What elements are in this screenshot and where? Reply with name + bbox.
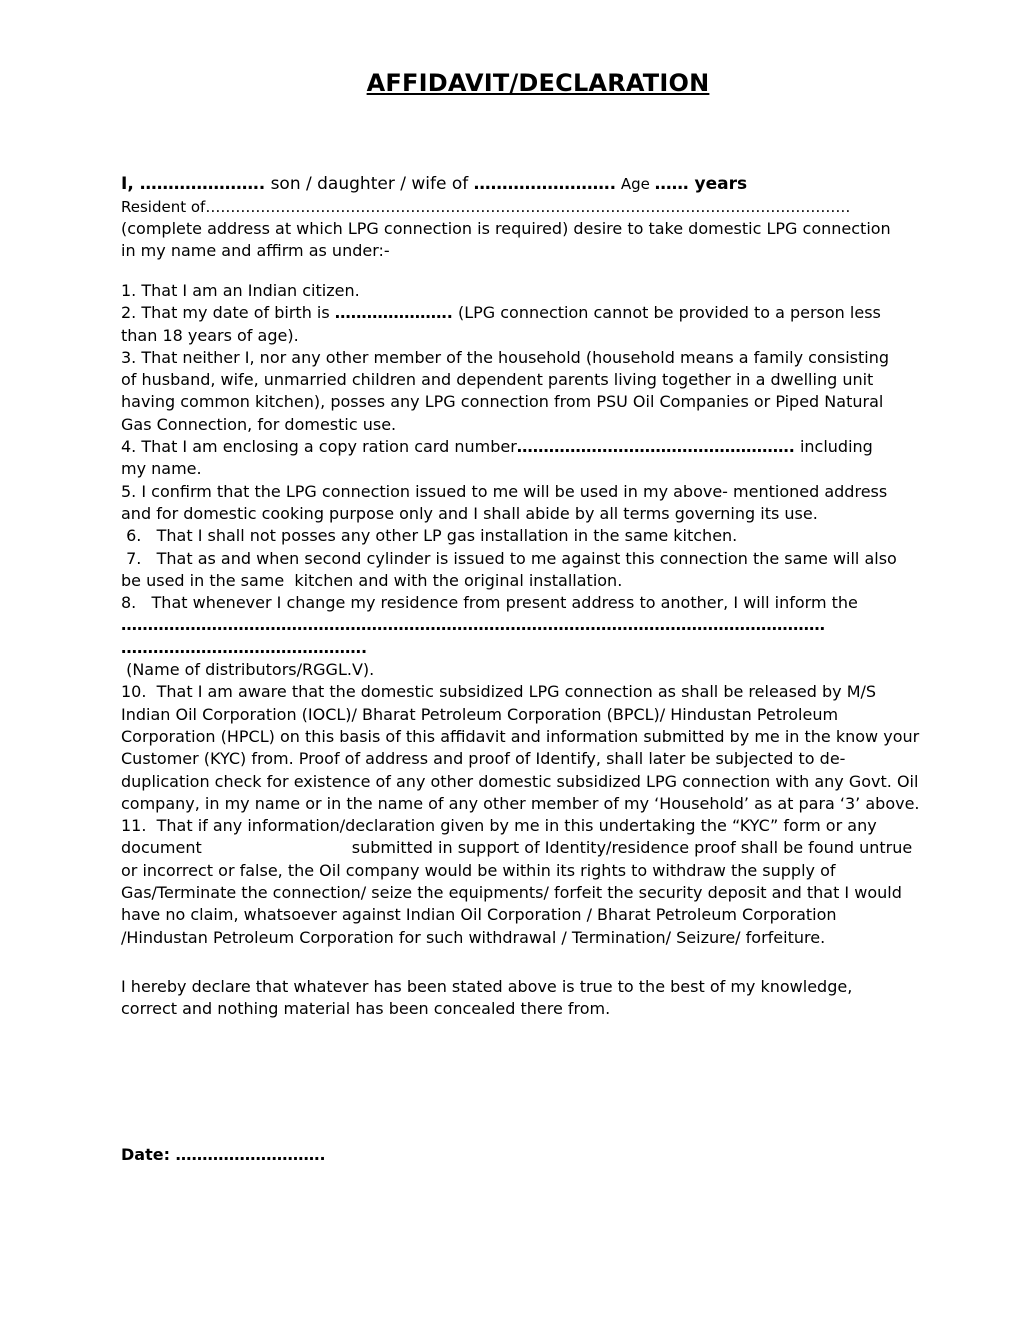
- item-7-line-2: be used in the same kitchen and with the original installation.: [121, 570, 623, 590]
- item-2-note: (LPG connection cannot be provided to a person less: [452, 303, 881, 323]
- item-3-line-4: Gas Connection, for domestic use.: [121, 414, 397, 434]
- intro-line-2: (complete address at which LPG connection is required) desire to take domestic LPG connection: [121, 219, 891, 238]
- item-10-line-5: duplication check for existence of any other domestic subsidized LPG connection with any Govt. Oil: [121, 771, 919, 791]
- item-11-line-3: or incorrect or false, the Oil company would be within its rights to withdraw the supply of: [121, 860, 836, 880]
- item-11-line-5: have no claim, whatsoever against Indian Oil Corporation / Bharat Petroleum Corporation: [121, 905, 837, 925]
- item-2: [121, 302, 966, 324]
- document-title: AFFIDAVIT/DECLARATION: [366, 69, 710, 97]
- date-field: ……………………….: [175, 1145, 326, 1164]
- item-2-cont: than 18 years of age).: [121, 325, 299, 345]
- item-11-line-2: [121, 837, 966, 859]
- item-11-line-4: Gas/Terminate the connection/ seize the equipments/ forfeit the security deposit and that I would: [121, 883, 902, 903]
- item-10-line-4: Customer (KYC) from. Proof of address and proof of Identify, shall later be subjected to de-: [121, 749, 846, 769]
- item-4-suffix: including: [794, 437, 873, 457]
- item-4: [121, 436, 966, 458]
- date-section: [121, 1144, 966, 1166]
- item-11-document: document: [121, 838, 202, 858]
- item-3-line-3: having common kitchen), posses any LPG connection from PSU Oil Companies or Piped Natural: [121, 392, 884, 412]
- item-8: 8. That whenever I change my residence from present address to another, I will inform the: [121, 593, 858, 613]
- item-5-line-1: 5. I confirm that the LPG connection issued to me will be used in my above- mentioned address: [121, 481, 888, 501]
- name-field: I, ………………….: [121, 174, 266, 194]
- date-line: [121, 1144, 966, 1166]
- item-11-line-1: 11. That if any information/declaration given by me in this undertaking the “KYC” form or any: [121, 816, 877, 836]
- item-10-line-2: Indian Oil Corporation (IOCL)/ Bharat Petroleum Corporation (BPCL)/ Hindustan Petroleum: [121, 704, 839, 724]
- intro-section: [121, 172, 966, 263]
- item-10-line-1: 10. That I am aware that the domestic subsidized LPG connection as shall be released by M/S: [121, 682, 877, 702]
- item-7-line-1: 7. That as and when second cylinder is issued to me against this connection the same will also: [121, 548, 897, 568]
- relation-text: son / daughter / wife of: [265, 174, 474, 194]
- ration-card-field: …………………………………………….: [516, 437, 795, 457]
- item-10-line-6: company, in my name or in the name of any other member of my ‘Household’ as at para ‘3’ above.: [121, 793, 920, 813]
- item-6: 6. That I shall not posses any other LP gas installation in the same kitchen.: [121, 526, 738, 546]
- item-5-line-2: and for domestic cooking purpose only and I shall abide by all terms governing its use.: [121, 503, 818, 523]
- item-4-text: 4. That I am enclosing a copy ration card number: [121, 437, 517, 457]
- distributor-field-line-2: ……………………………………….: [121, 637, 368, 657]
- intro-line-3: in my name and affirm as under:-: [121, 241, 390, 261]
- item-3-line-1: 3. That neither I, nor any other member of the household (household means a family consisting: [121, 347, 889, 367]
- item-3-line-2: of husband, wife, unmarried children and dependent parents living together in a dwelling unit: [121, 370, 874, 390]
- declaration-line-1: I hereby declare that whatever has been stated above is true to the best of my knowledge,: [121, 977, 853, 996]
- distributor-name-note: (Name of distributors/RGGL.V).: [121, 660, 375, 680]
- item-10-line-3: Corporation (HPCL) on this basis of this affidavit and information submitted by me in the know your: [121, 726, 920, 746]
- declaration-section: [121, 976, 966, 1021]
- dob-field: ………………….: [334, 303, 453, 323]
- resident-line: Resident of…………………………………………………………………………………………………………………: [121, 198, 851, 216]
- date-label: Date:: [121, 1145, 176, 1164]
- item-11-submitted: submitted in support of Identity/residence proof shall be found untrue: [351, 838, 913, 858]
- intro-name-line: [121, 172, 966, 196]
- item-2-text: 2. That my date of birth is: [121, 303, 335, 323]
- item-4-cont: my name.: [121, 459, 202, 479]
- item-11-line-6: /Hindustan Petroleum Corporation for such withdrawal / Termination/ Seizure/ forfeiture.: [121, 927, 826, 947]
- age-field: ……: [654, 174, 689, 194]
- years-label: years: [688, 174, 748, 194]
- item-1: 1. That I am an Indian citizen.: [121, 281, 360, 300]
- age-label: Age: [616, 175, 655, 193]
- declaration-line-2: correct and nothing material has been concealed there from.: [121, 999, 611, 1019]
- distributor-field-line-1: ……………………………………………………………………………………………………………………: [121, 615, 825, 635]
- relation-field: …………………….: [473, 174, 617, 194]
- affirmation-list: [121, 280, 966, 949]
